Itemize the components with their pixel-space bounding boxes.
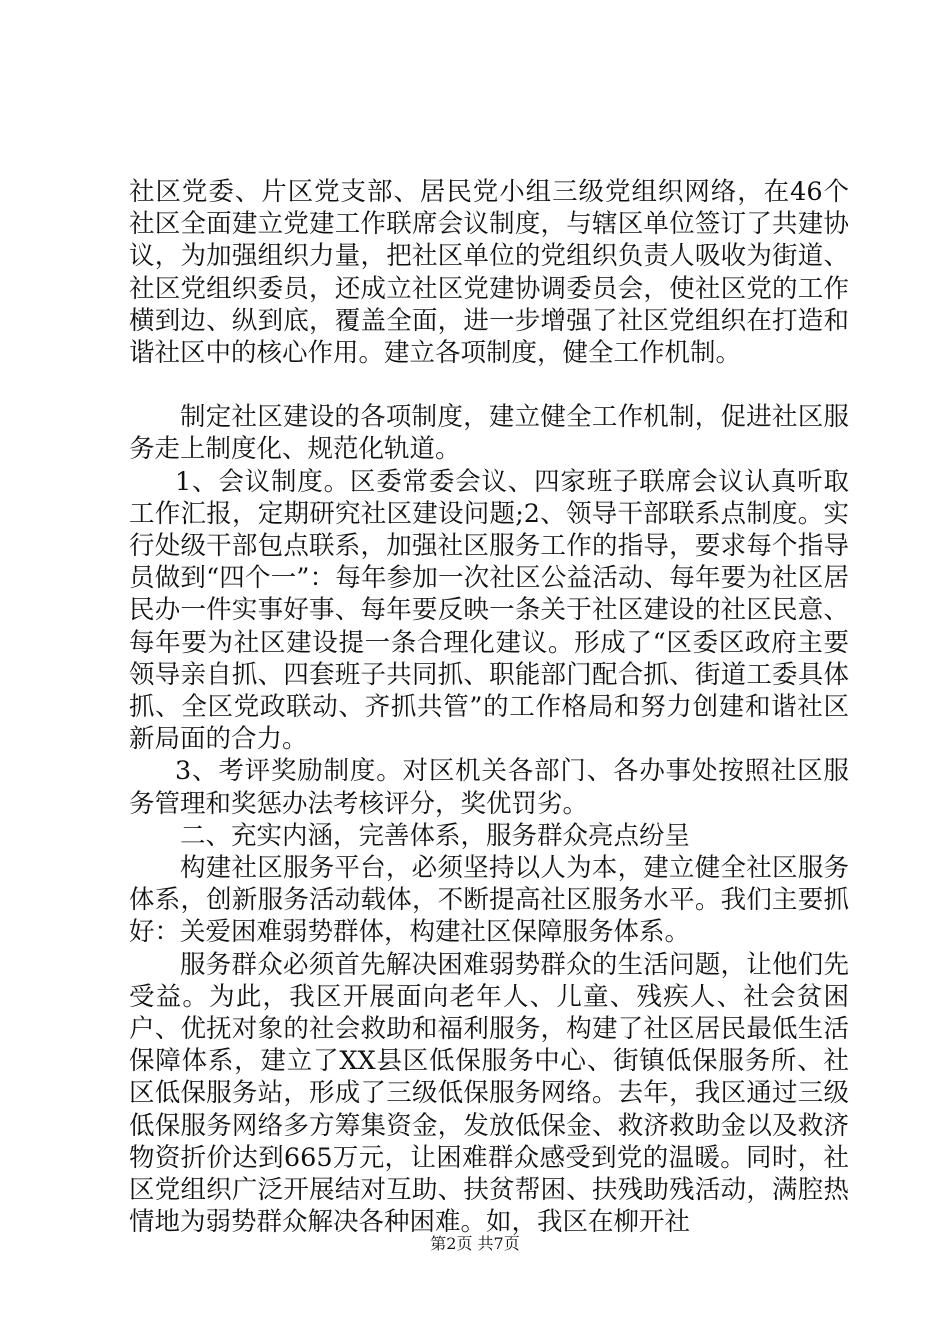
- document-body: [129, 176, 849, 1239]
- section-heading-2: 二、充实内涵，完善体系，服务群众亮点纷呈: [180, 820, 691, 851]
- paragraph-vulnerable-groups: 服务群众必须首先解决困难弱势群众的生活问题，让他们先受益。为此，我区开展面向老年人、儿童、残疾人、社会贫困户、优抚对象的社会救助和福利服务，构建了社区居民最低生活保障体系，建立了XX县区低保服务中心、街镇低保服务所、社区低保服务站，形成了三级低保服务网络。去年，我区通过三级低保服务网络多方筹集资金，发放低保金、救济救助金以及救济物资折价达到665万元，让困难群众感受到党的温暖。同时，社区党组织广泛开展结对互助、扶贫帮困、扶残助残活动，满腔热情地为弱势群众解决各种困难。如，我区在柳开社: [129, 949, 849, 1238]
- paragraph-meeting-system: 1、会议制度。区委常委会议、四家班子联席会议认真听取工作汇报，定期研究社区建设问题;2、领导干部联系点制度。实行处级干部包点联系，加强社区服务工作的指导，要求每个指导员做到“四个一”：每年参加一次社区公益活动、每年要为社区居民办一件实事好事、每年要反映一条关于社区建设的社区民意、每年要为社区建设提一条合理化建议。形成了“区委区政府主要领导亲自抓、四套班子共同抓、职能部门配合抓、街道工委具体抓、全区党政联动、齐抓共管”的工作格局和努力创建和谐社区新局面的合力。: [129, 466, 849, 755]
- paragraph-evaluation-system: 3、考评奖励制度。对区机关各部门、各办事处按照社区服务管理和奖惩办法考核评分，奖优罚劣。: [129, 756, 849, 819]
- paragraph-party-network: 社区党委、片区党支部、居民党小组三级党组织网络，在46个社区全面建立党建工作联席会议制度，与辖区单位签订了共建协议，为加强组织力量，把社区单位的党组织负责人吸收为街道、社区党组织委员，还成立社区党建协调委员会，使社区党的工作横到边、纵到底，覆盖全面，进一步增强了社区党组织在打造和谐社区中的核心作用。建立各项制度，健全工作机制。: [129, 177, 849, 369]
- page-number-footer: 第2页 共7页: [430, 1234, 520, 1253]
- paragraph-systems-intro: 制定社区建设的各项制度，建立健全工作机制，促进社区服务走上制度化、规范化轨道。: [129, 402, 849, 465]
- paragraph-service-platform: 构建社区服务平台，必须坚持以人为本，建立健全社区服务体系，创新服务活动载体，不断提高社区服务水平。我们主要抓好：关爱困难弱势群体，构建社区保障服务体系。: [129, 853, 849, 948]
